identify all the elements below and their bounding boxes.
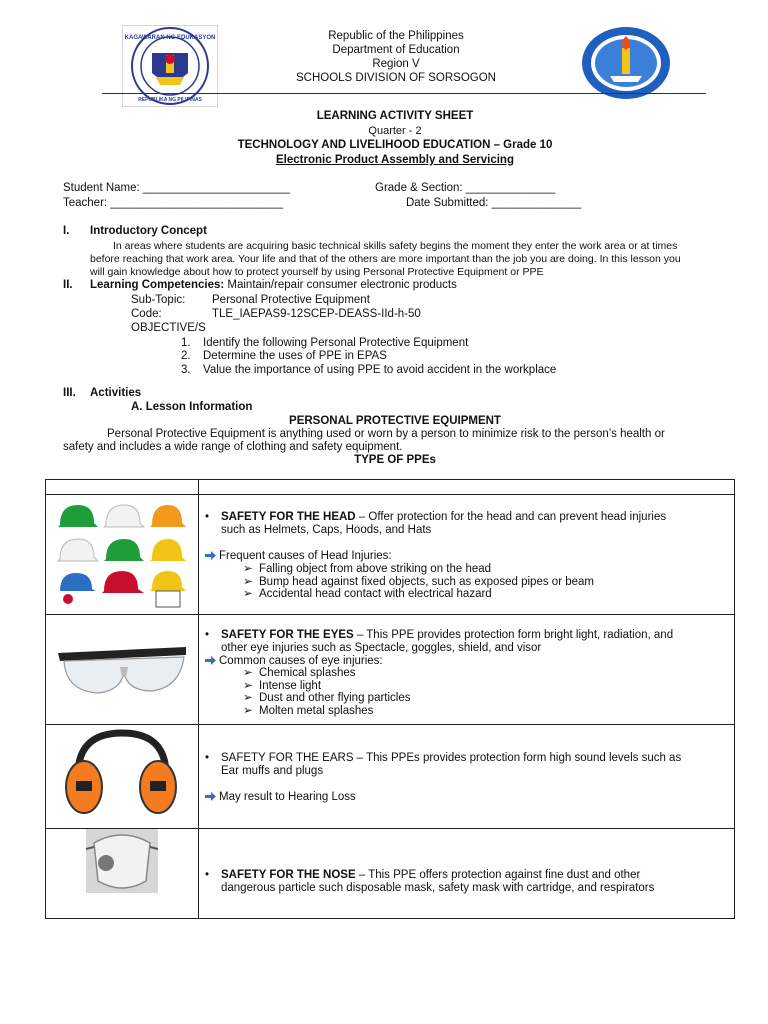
nose-ppe-title: SAFETY FOR THE NOSE: [221, 869, 356, 881]
head-cause-text: Falling object from above striking on the head: [259, 563, 492, 575]
eyes-cause-text: Dust and other flying particles: [259, 692, 411, 704]
ears-ppe-image-cell: [46, 725, 199, 829]
ppe-definition-line1: Personal Protective Equipment is anything used or worn by a person to minimize risk to the person’s health or: [107, 428, 665, 440]
teacher-field[interactable]: Teacher: ___________________________: [63, 197, 283, 209]
student-name-field[interactable]: Student Name: _______________________: [63, 182, 291, 194]
head-ppe-desc-line1: [221, 511, 666, 524]
chevron-right-icon: ➢: [243, 576, 253, 588]
head-ppe-text-cell: [199, 495, 735, 615]
objective-1-text: Identify the following Personal Protective Equipment: [203, 337, 469, 349]
intro-paragraph-line3: will gain knowledge about how to protect yourself by using Personal Protective Equipment or PPE: [90, 266, 544, 278]
chevron-right-icon: ➢: [243, 680, 253, 692]
section-2-heading: [90, 279, 457, 291]
seal-text-bottom: REPUBLIKA NG PILIPINAS: [138, 97, 202, 103]
header-department: Department of Education: [332, 44, 460, 56]
helmet-green: [58, 505, 98, 527]
list-item: [243, 588, 492, 601]
section-1-title: Introductory Concept: [90, 225, 207, 237]
list-item: •: [205, 752, 210, 764]
section-1-number: I.: [63, 225, 70, 237]
objectives-label: OBJECTIVE/S: [131, 322, 206, 334]
objective-2-number: 2.: [181, 350, 191, 362]
ears-result-row: [205, 791, 356, 804]
eyes-ppe-desc-line2: other eye injuries such as Spectacle, goggles, shield, and visor: [221, 642, 542, 654]
table-row: [46, 829, 735, 919]
nose-ppe-image-cell: [46, 829, 199, 919]
grade-section-field[interactable]: Grade & Section: ______________: [375, 182, 556, 194]
code-value: TLE_IAEPAS9-12SCEP-DEASS-IId-h-50: [212, 308, 421, 320]
eyes-cause-text: Chemical splashes: [259, 667, 356, 679]
nose-ppe-desc1: – This PPE offers protection against fine dust and other: [355, 869, 641, 881]
chevron-right-icon: ➢: [243, 667, 253, 679]
date-submitted-field[interactable]: Date Submitted: ______________: [406, 197, 582, 209]
head-ppe-desc1: – Offer protection for the head and can prevent head injuries: [355, 511, 667, 523]
ears-ppe-desc-line1: SAFETY FOR THE EARS – This PPEs provides protection form high sound levels such as: [221, 752, 682, 764]
deped-seal-logo: [122, 25, 218, 107]
objective-1-number: 1.: [181, 337, 191, 349]
objective-3-number: 3.: [181, 364, 191, 376]
head-ppe-image-cell: [46, 495, 199, 615]
ppe-heading: PERSONAL PROTECTIVE EQUIPMENT: [289, 415, 501, 427]
chevron-right-icon: ➢: [243, 563, 253, 575]
nose-ppe-desc-line2: dangerous particle such disposable mask, safety mask with cartridge, and respirators: [221, 882, 655, 894]
quarter-label: Quarter - 2: [368, 125, 422, 137]
table-row: [46, 725, 735, 829]
eyes-causes-label: Common causes of eye injuries:: [219, 655, 383, 667]
section-2-number: II.: [63, 279, 73, 291]
objective-2-text: Determine the uses of PPE in EPAS: [203, 350, 387, 362]
eyes-ppe-desc-line1: [221, 629, 673, 642]
subtopic-label: Sub-Topic:: [131, 294, 186, 306]
ppe-table: [45, 479, 735, 919]
helmets-image: [46, 495, 196, 611]
eyes-ppe-image-cell: [46, 615, 199, 725]
intro-paragraph-line1: In areas where students are acquiring basic technical skills safety begins the moment they enter the work area or at times: [113, 240, 678, 252]
chevron-right-icon: ➢: [243, 705, 253, 717]
section-3-number: III.: [63, 387, 76, 399]
header-region: Region V: [372, 58, 420, 70]
table-header-cell-text: [199, 480, 735, 495]
objective-3-text: Value the importance of using PPE to avoid accident in the workplace: [203, 364, 557, 376]
ppe-definition-line2: safety and includes a wide range of clothing and safety equipment.: [63, 441, 403, 453]
table-header-row: [46, 480, 735, 495]
head-cause-text: Bump head against fixed objects, such as exposed pipes or beam: [259, 576, 594, 588]
safety-glasses-image: [46, 615, 196, 721]
eyes-ppe-title: SAFETY FOR THE EYES: [221, 629, 354, 641]
list-item: [243, 705, 373, 718]
list-item: [243, 667, 356, 680]
section-2-title: Learning Competencies:: [90, 279, 225, 291]
intro-paragraph-line2: before reaching that work area. Your life and that of the others are more important than the job you are doing. In this lesson you: [90, 253, 681, 265]
head-ppe-title: SAFETY FOR THE HEAD: [221, 511, 356, 523]
right-arrow-icon: [205, 551, 216, 560]
right-arrow-icon: [205, 792, 216, 801]
list-item: •: [205, 869, 210, 881]
right-arrow-icon: [205, 656, 216, 665]
table-header-cell-image: [46, 480, 199, 495]
ear-muffs-image: [46, 725, 196, 825]
chevron-right-icon: ➢: [243, 692, 253, 704]
head-cause-text: Accidental head contact with electrical hazard: [259, 588, 492, 600]
header-divider: [102, 93, 706, 94]
list-item: [243, 692, 411, 705]
head-ppe-desc-line2: such as Helmets, Caps, Hoods, and Hats: [221, 524, 432, 536]
eyes-ppe-text-cell: [199, 615, 735, 725]
competency-text: Maintain/repair consumer electronic products: [224, 279, 457, 291]
ears-result-text: May result to Hearing Loss: [219, 791, 356, 803]
header-republic: Republic of the Philippines: [328, 30, 464, 42]
list-item: [243, 563, 491, 576]
seal-text-top: KAGAWARAN NG EDUKASYON: [124, 35, 216, 41]
ppe-types-title: TYPE OF PPEs: [354, 454, 436, 466]
list-item: •: [205, 511, 210, 523]
eyes-cause-text: Intense light: [259, 680, 322, 692]
section-3-title: Activities: [90, 387, 142, 399]
head-causes-label-row: [205, 550, 392, 563]
nose-ppe-text-cell: [199, 829, 735, 919]
lesson-info-heading: A. Lesson Information: [131, 401, 253, 413]
nose-ppe-desc-line1: [221, 869, 640, 882]
dust-mask-image: [46, 829, 196, 915]
division-seal-logo: [580, 26, 672, 100]
ears-ppe-desc-line2: Ear muffs and plugs: [221, 765, 324, 777]
subtopic-value: Personal Protective Equipment: [212, 294, 370, 306]
eyes-ppe-desc1: – This PPE provides protection form bright light, radiation, and: [353, 629, 674, 641]
ears-ppe-text-cell: [199, 725, 735, 829]
table-row: [46, 615, 735, 725]
table-row: [46, 495, 735, 615]
eyes-cause-text: Molten metal splashes: [259, 705, 374, 717]
sheet-title: LEARNING ACTIVITY SHEET: [316, 110, 474, 122]
head-causes-label: Frequent causes of Head Injuries:: [219, 550, 392, 562]
code-label: Code:: [131, 308, 162, 320]
list-item: •: [205, 629, 210, 641]
chevron-right-icon: ➢: [243, 588, 253, 600]
header-division: SCHOOLS DIVISION OF SORSOGON: [295, 72, 496, 84]
course-title: Electronic Product Assembly and Servicing: [276, 154, 514, 166]
subject-title: TECHNOLOGY AND LIVELIHOOD EDUCATION – Grade 10: [237, 139, 553, 151]
